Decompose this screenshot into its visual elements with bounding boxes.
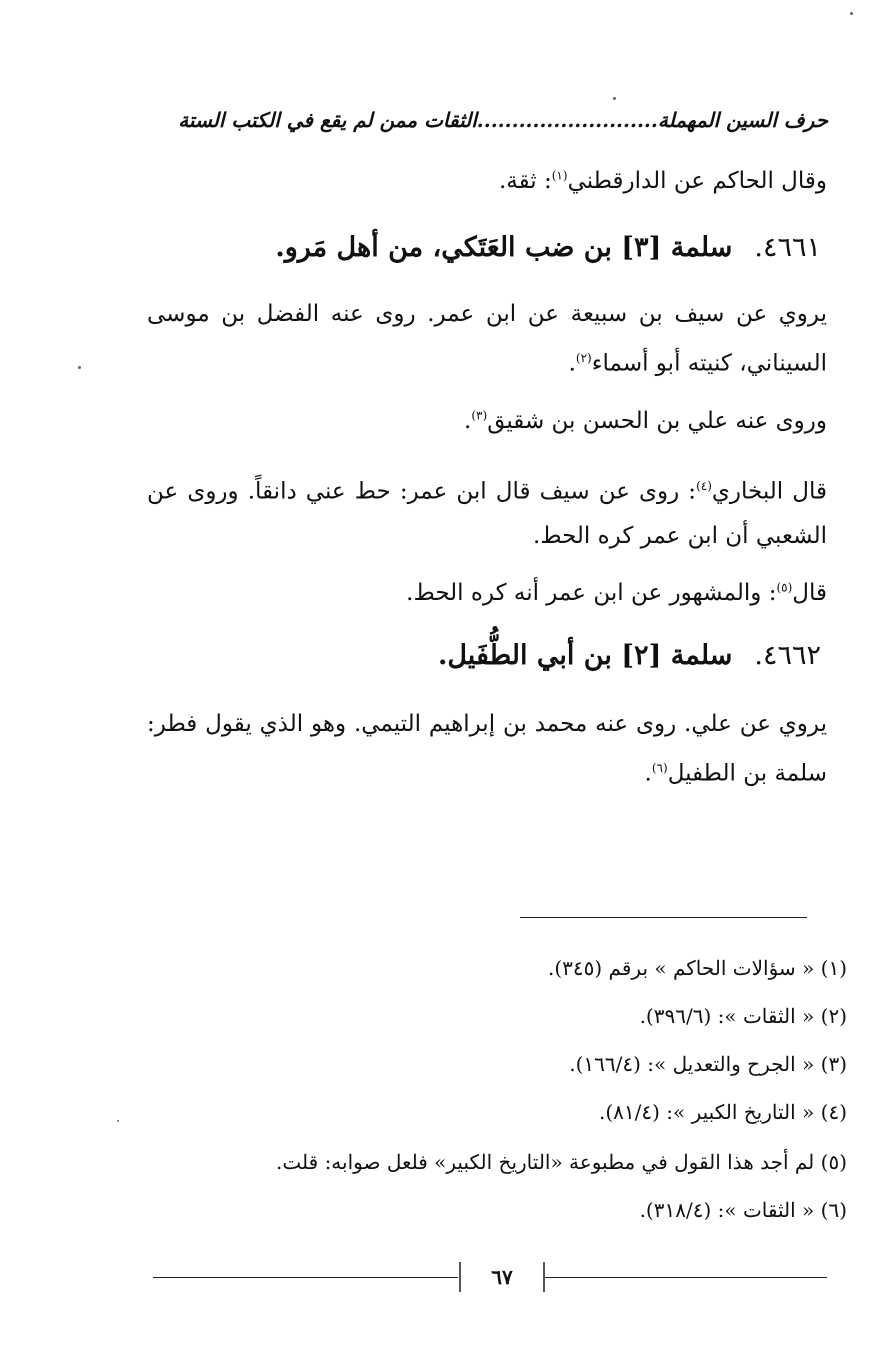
body-line-ali-bin-hasan xyxy=(147,408,827,434)
bottom-rule-right xyxy=(543,1277,827,1278)
paragraph-4661-narration xyxy=(147,292,827,386)
body-line-mashhur xyxy=(147,580,827,606)
entry-4661-heading xyxy=(141,232,821,263)
entry-4662-heading xyxy=(141,640,821,671)
line-tail: : والمشهور عن ابن عمر أنه كره الحط. xyxy=(406,580,777,606)
paragraph-text: يروي عن سيف بن سبيعة عن ابن عمر. روى عنه الفضل بن موسى السيناني، كنيته أبو أسماء xyxy=(147,301,827,377)
page-number: ٦٧ xyxy=(459,1262,545,1292)
paragraph-4662-narration xyxy=(147,702,827,796)
entry-name: سلمة [٣] بن ضب العَتَكي، من أهل مَرو. xyxy=(275,232,733,263)
body-line-daraqutni xyxy=(147,168,827,194)
footnote-ref: (٢) xyxy=(575,351,592,365)
footnote-ref: (٤) xyxy=(696,479,712,493)
line-tail: : ثقة. xyxy=(498,168,552,194)
line-text: قال xyxy=(792,580,827,606)
entry-number: ٤٦٦٢. xyxy=(754,640,821,671)
line-tail: . xyxy=(464,408,472,434)
header-book-title: الثقات ممن لم يقع في الكتب الستة xyxy=(178,108,477,132)
entry-name: سلمة [٢] بن أبي الطُّفَيل. xyxy=(437,640,733,671)
running-header xyxy=(160,108,828,132)
footnote-ref: (١) xyxy=(551,168,568,183)
footnote-3: (٣) « الجرح والتعديل »: (١٦٦/٤). xyxy=(569,1052,847,1076)
header-separator: .......................... xyxy=(476,108,658,132)
paragraph-text: قال البخاري xyxy=(711,478,827,505)
footnote-divider xyxy=(520,917,807,918)
header-chapter-title: حرف السين المهملة xyxy=(657,108,828,132)
footnote-1: (١) « سؤالات الحاكم » برقم (٣٤٥). xyxy=(547,956,847,980)
scan-speck xyxy=(850,12,853,15)
paragraph-tail: . xyxy=(644,760,652,787)
bottom-rule-left xyxy=(153,1277,458,1278)
footnote-ref: (٣) xyxy=(471,408,488,423)
footnote-4: (٤) « التاريخ الكبير »: (٨١/٤). xyxy=(598,1100,847,1124)
line-text: وروى عنه علي بن الحسن بن شقيق xyxy=(487,408,827,434)
footnote-5: (٥) لم أجد هذا القول في مطبوعة «التاريخ الكبير» فلعل صوابه: قلت. xyxy=(276,1150,847,1174)
paragraph-tail: : روى عن سيف قال ابن عمر: حط عني دانقاً. وروى عن الشعبي أن ابن عمر كره الحط. xyxy=(147,478,827,549)
footnote-6: (٦) « الثقات »: (٣١٨/٤). xyxy=(639,1198,847,1222)
scan-speck xyxy=(117,1120,119,1122)
line-text: وقال الحاكم عن الدارقطني xyxy=(567,168,827,194)
entry-number: ٤٦٦١. xyxy=(754,232,821,263)
footnote-ref: (٦) xyxy=(651,761,668,775)
footnote-2: (٢) « الثقات »: (٣٩٦/٦). xyxy=(639,1004,847,1028)
scan-speck xyxy=(613,97,616,100)
paragraph-tail: . xyxy=(568,350,576,377)
paragraph-bukhari xyxy=(147,464,827,558)
footnote-ref: (٥) xyxy=(776,580,793,595)
scan-speck xyxy=(78,366,81,369)
paragraph-text: يروي عن علي. روى عنه محمد بن إبراهيم التيمي. وهو الذي يقول فطر: سلمة بن الطفيل xyxy=(147,711,827,787)
